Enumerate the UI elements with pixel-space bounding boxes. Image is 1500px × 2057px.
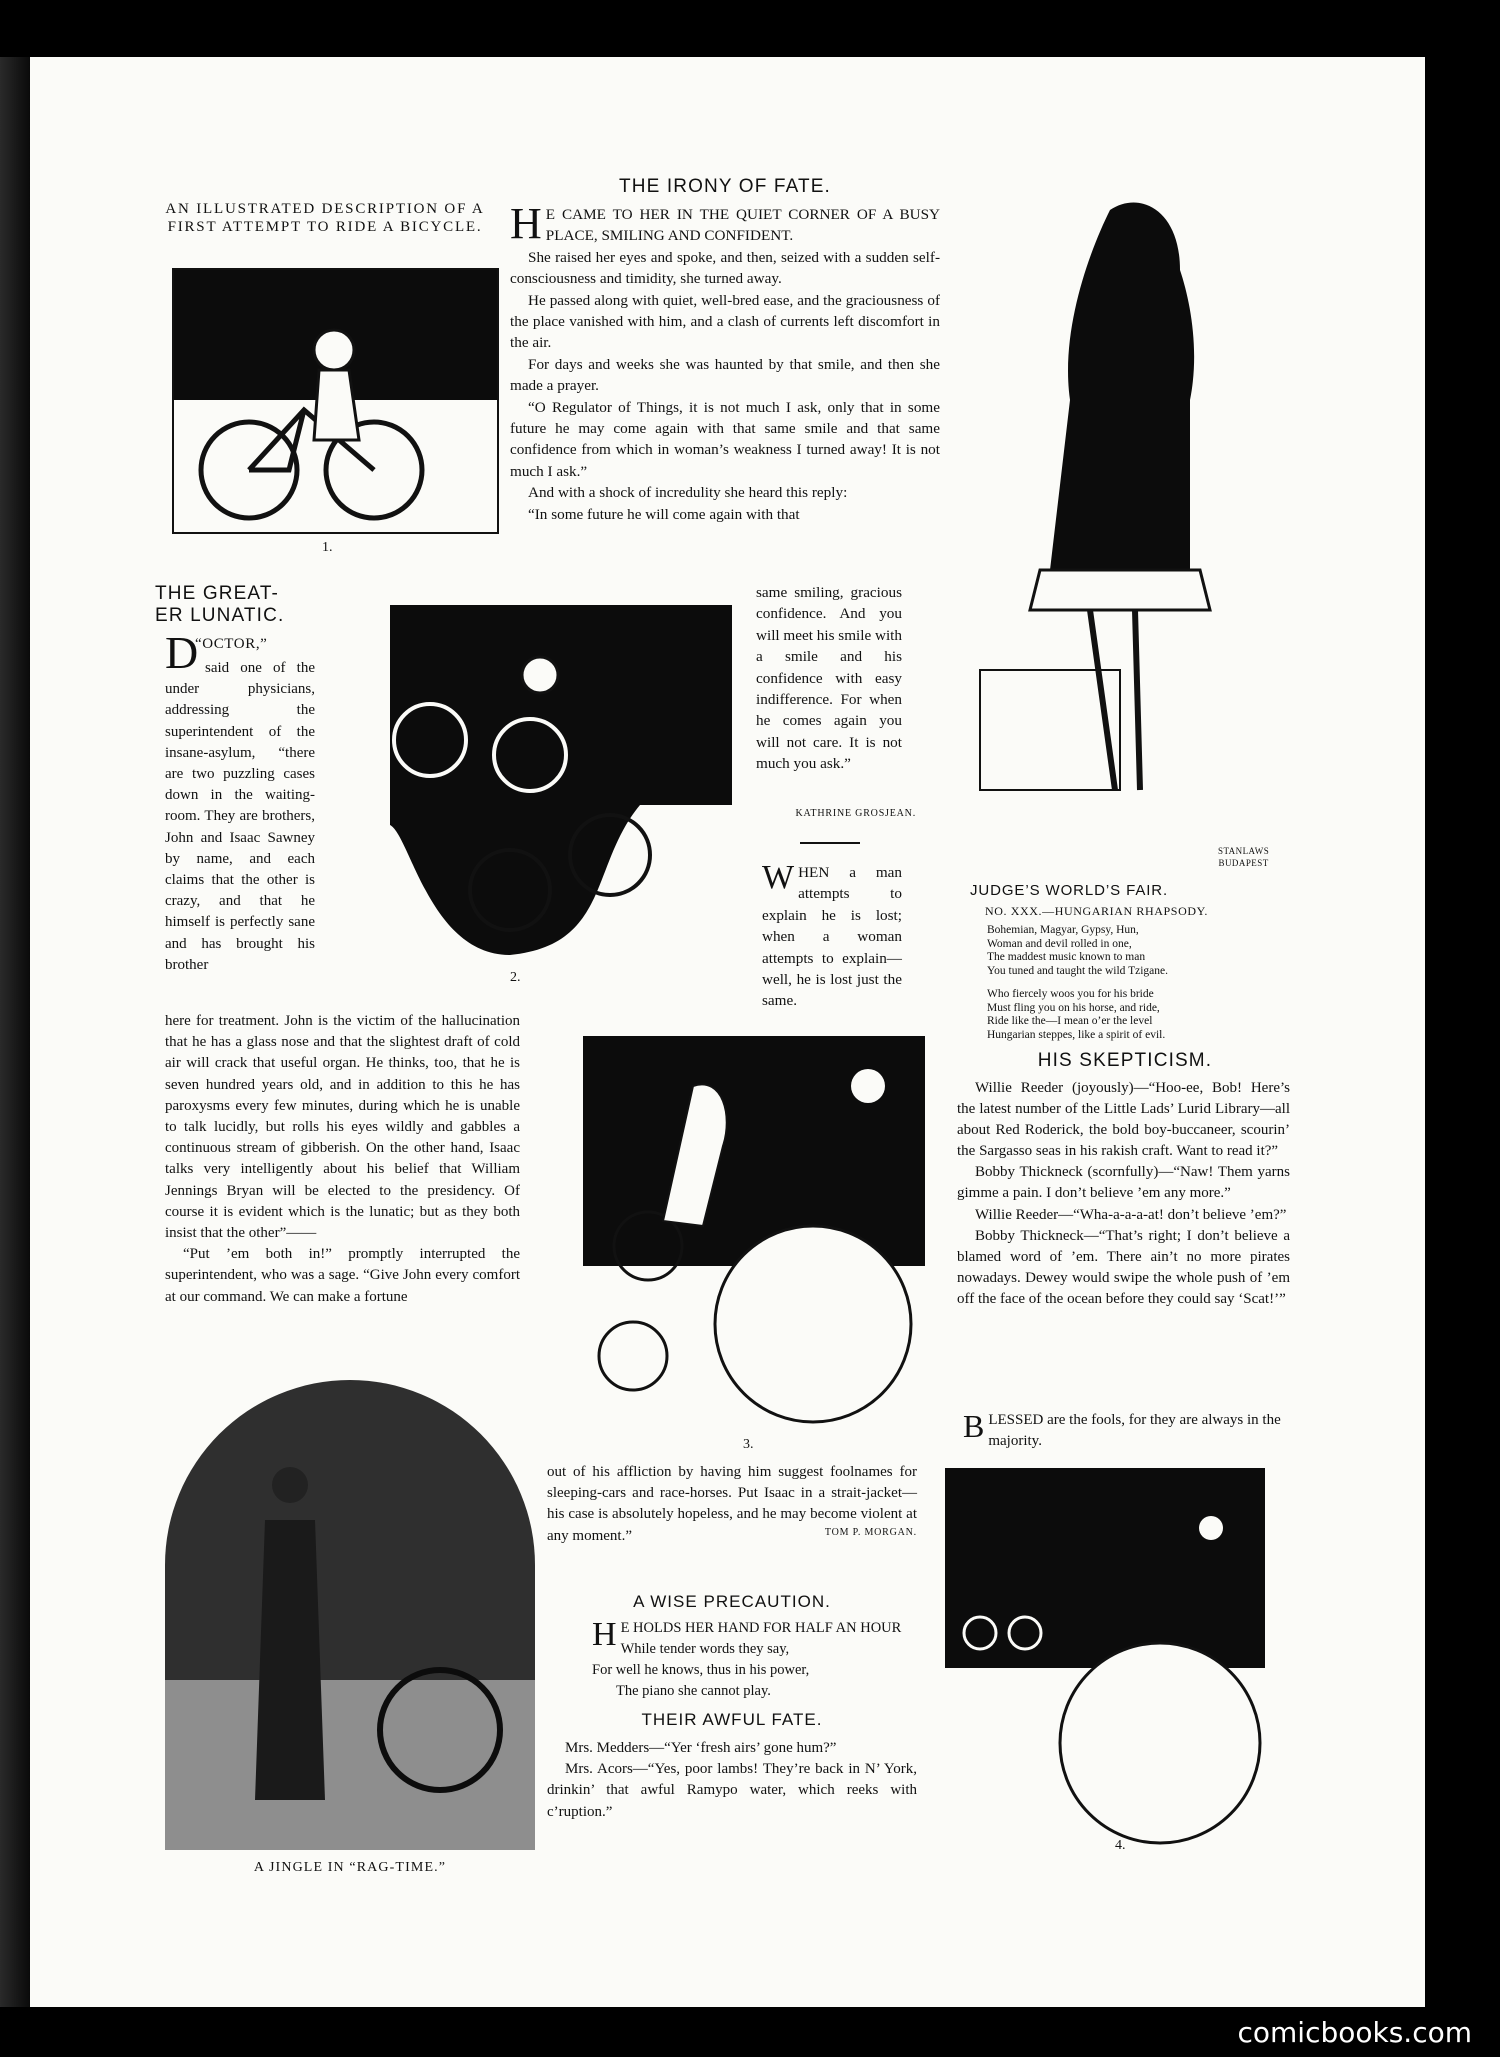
verse-line: Must fling you on his horse, and ride, [987, 1001, 1160, 1014]
worlds-fair-title: JUDGE’S WORLD’S FAIR. [970, 882, 1169, 899]
verse-line: For well he knows, thus in his power, [592, 1662, 810, 1678]
skepticism-para: Willie Reeder—“Wha-a-a-a-at! don’t believe ’em?” [975, 1206, 1287, 1223]
verse-line: While tender words they say, [620, 1641, 790, 1657]
lunatic-title-line2: ER LUNATIC. [155, 605, 285, 626]
book-spine [0, 57, 30, 2007]
bicycle-illustration-1 [172, 268, 499, 534]
hungarian-rhapsody-illustration [940, 150, 1290, 810]
bicycle-illustration-4 [945, 1468, 1265, 1858]
lunatic-continued: out of his affliction by having him suggest foolnames for sleeping-cars and race-horses. Put Isaac in a strait-jacket—his case is absolutely hopeless, and he may become violent at any moment.” [547, 1464, 917, 1544]
blessed-paragraph [963, 1410, 1293, 1452]
worlds-fair-verse-1 [987, 924, 1287, 978]
blessed-drop-cap: B [963, 1408, 985, 1444]
irony-body [510, 199, 940, 525]
precaution-verse [592, 1618, 912, 1702]
awful-fate-para: Mrs. Acors—“Yes, poor lambs! They’re back in N’ York, drinkin’ that awful Ramypo water, which reeks with c’ruption.” [547, 1761, 917, 1820]
irony-para: And with a shock of incredulity she heard this reply: [528, 484, 848, 502]
skepticism-title: HIS SKEPTICISM. [1037, 1050, 1213, 1071]
bicycle-series-title: AN ILLUSTRATED DESCRIPTION OF A FIRST ATTEMPT TO RIDE A BICYCLE. [165, 201, 485, 235]
lunatic-title-line1: THE GREAT- [155, 583, 279, 604]
bicycle-illustration-3 [583, 1036, 925, 1431]
artist-name: STANLAWS [1218, 846, 1270, 856]
lunatic-para: “Put ’em both in!” promptly interrupted the superintendent, who was a sage. “Give John every comfort at our command. We can make a fortune [165, 1246, 520, 1305]
verse-line: Woman and devil rolled in one, [987, 937, 1132, 950]
irony-author: KATHRINE GROSJEAN. [795, 808, 916, 819]
lunatic-narrow-text: said one of the under physicians, addressing the superintendent of the insane-asylum, “there are two puzzling cases down in the waiting-room. They are brothers, John and Isaac Sawney by name, and each claims that the other is crazy, and that he himself is perfectly sane and has brought his brother [165, 660, 315, 973]
worlds-fair-verse-2 [987, 988, 1287, 1042]
awful-fate-para: Mrs. Medders—“Yer ‘fresh airs’ gone hum?” [565, 1740, 837, 1756]
photo-caption: A JINGLE IN “RAG-TIME.” [253, 1860, 447, 1875]
verse-line: The piano she cannot play. [616, 1683, 771, 1699]
artist-place: BUDAPEST [1218, 858, 1269, 868]
irony-para: For days and weeks she was haunted by that smile, and then she made a prayer. [510, 355, 940, 395]
skepticism-para: Bobby Thickneck (scornfully)—“Naw! Them yarns gimme a pain. I don’t believe ’em any more.” [957, 1164, 1290, 1202]
divider [800, 842, 860, 844]
figure-label-3: 3. [743, 1437, 754, 1452]
verse-line: Ride like the—I mean o’er the level [987, 1015, 1153, 1028]
irony-para: She raised her eyes and spoke, and then, seized with a sudden self-consciousness and timidity, she turned away. [510, 248, 940, 288]
irony-title: THE IRONY OF FATE. [619, 176, 831, 197]
lunatic-drop-cap: D [165, 627, 199, 678]
when-drop-cap: W [762, 859, 795, 896]
precaution-title: A WISE PRECAUTION. [633, 1592, 831, 1611]
skepticism-body [957, 1078, 1290, 1310]
irony-para: He passed along with quiet, well-bred ease, and the graciousness of the place vanished with him, and a clash of currents left discomfort in the air. [510, 291, 940, 352]
verse-line: You tuned and taught the wild Tzigane. [987, 964, 1168, 977]
verse-line: Who fiercely woos you for his bride [987, 988, 1154, 1000]
when-a-man-paragraph [762, 859, 902, 1012]
bicycle-illustration-2 [390, 605, 732, 965]
verse-line: E HOLDS HER HAND FOR HALF AN HOUR [620, 1620, 902, 1636]
figure-label-1: 1. [322, 540, 333, 555]
irony-para: “In some future he will come again with that [528, 505, 800, 523]
verse-line: Hungarian steppes, like a spirit of evil. [987, 1028, 1166, 1041]
site-watermark: comicbooks.com [1237, 2016, 1472, 2049]
lunatic-author: TOM P. MORGAN. [824, 1527, 917, 1538]
irony-first-para: E CAME TO HER IN THE QUIET CORNER OF A BUSY PLACE, SMILING AND CONFIDENT. [545, 206, 940, 245]
skepticism-para: Bobby Thickneck—“That’s right; I don’t believe a blamed word of ’em. There ain’t no more pirates nowadays. Dewey would swipe the whole push of ’em off the face of the ocean before they could say ‘Scat!’” [957, 1227, 1290, 1307]
worlds-fair-subtitle: NO. XXX.—HUNGARIAN RHAPSODY. [985, 904, 1208, 918]
lunatic-para: here for treatment. John is the victim of the hallucination that he has a glass nose and that the slightest draft of cold air will crack that useful organ. He thinks, too, that he is seven hundred years old, and in addition to this he has paroxysms every few minutes, during which he is unable to talk lucidly, but rolls his eyes wildly and gabbles a continuous stream of gibberish. On the other hand, Isaac talks very intelligently about his belief that William Jennings Bryan will be elected to the presidency. Of course it is evident which is the lunatic; but as they both insist that the other”—— [165, 1013, 520, 1242]
verse-line: Bohemian, Magyar, Gypsy, Hun, [987, 924, 1139, 936]
skepticism-para: Willie Reeder (joyously)—“Hoo-ee, Bob! Here’s the latest number of the Little Lads’ Lurid Library—all about Red Roderick, the bold boy-buccaneer, scourin’ the Sargasso seas in his rakish craft. Want to read it?” [957, 1080, 1290, 1160]
precaution-drop-cap: H [592, 1616, 617, 1653]
figure-label-4: 4. [1115, 1838, 1126, 1853]
rag-time-photograph [165, 1380, 535, 1850]
blessed-text: LESSED are the fools, for they are always in the majority. [988, 1412, 1281, 1449]
lunatic-opening: “OCTOR,” [195, 636, 268, 652]
lunatic-wide-text [165, 1011, 520, 1308]
figure-label-2: 2. [510, 970, 521, 985]
when-a-man-text: HEN a man attempts to explain he is lost; when a woman attempts to explain—well, he is lost just the same. [762, 864, 902, 1010]
artist-signature [1218, 845, 1269, 869]
verse-line: The maddest music known to man [987, 951, 1146, 964]
awful-fate-body [547, 1738, 917, 1823]
irony-drop-cap: H [510, 199, 542, 248]
irony-para: “O Regulator of Things, it is not much I ask, only that in some future he may come again with that same smile and that same confidence from which in woman’s weakness I turned away! It is not much I ask.” [510, 398, 940, 480]
irony-continuation: same smiling, gracious confidence. And you will meet his smile with a smile and his confidence with easy indifference. For when he comes again you will not care. It is not much you ask.” [756, 584, 902, 773]
awful-fate-title: THEIR AWFUL FATE. [641, 1710, 823, 1729]
lunatic-title [155, 583, 335, 627]
